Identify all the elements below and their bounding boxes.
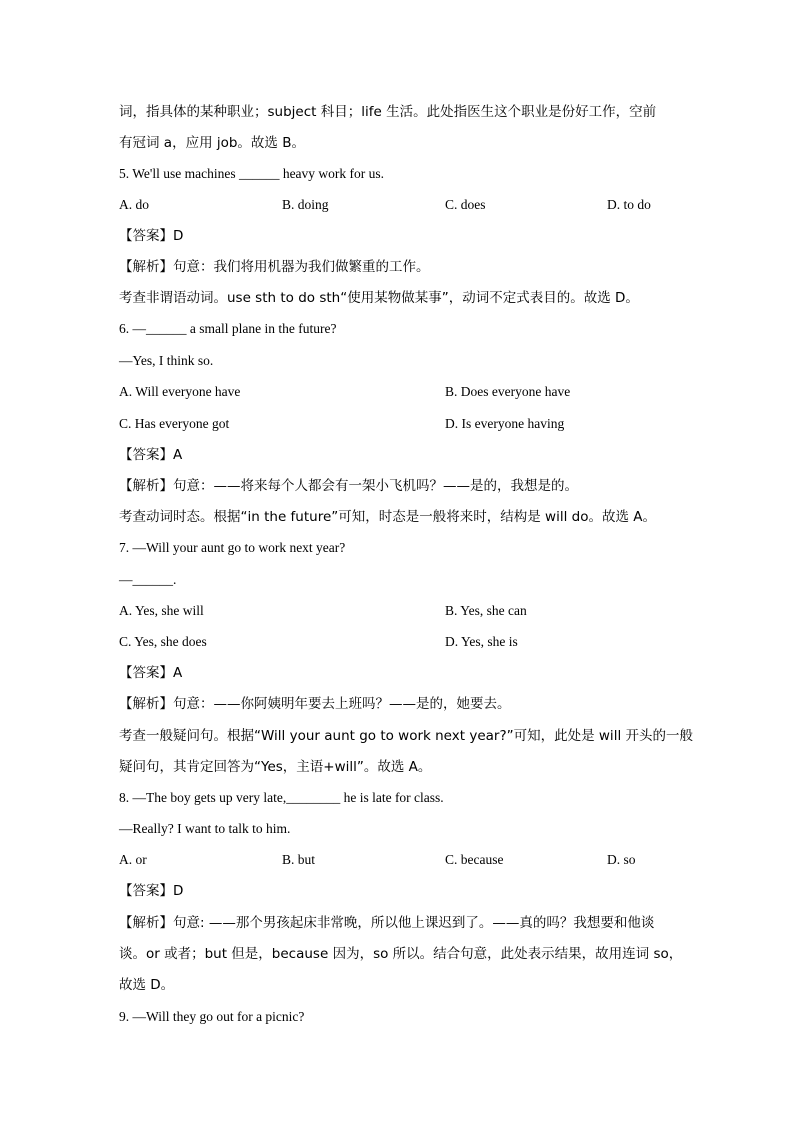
q6-option-d: D. Is everyone having: [445, 416, 565, 431]
q8-analysis-3: 故选 D。: [119, 977, 175, 993]
q6-stem: 6. —______ a small plane in the future?: [119, 321, 337, 336]
q7-option-a: A. Yes, she will: [119, 603, 204, 618]
q5-answer: 【答案】D: [119, 228, 184, 244]
q8-option-d: D. so: [607, 852, 636, 867]
q5-option-d: D. to do: [607, 197, 651, 212]
q5-stem: 5. We'll use machines ______ heavy work for us.: [119, 166, 385, 181]
q7-option-c: C. Yes, she does: [119, 634, 207, 649]
intro-line-2: 有冠词 a，应用 job。故选 B。: [119, 135, 305, 151]
q6-option-c: C. Has everyone got: [119, 416, 230, 431]
q7-answer: 【答案】A: [119, 665, 183, 681]
q8-option-a: A. or: [119, 852, 147, 867]
q5-option-b: B. doing: [282, 197, 329, 212]
q6-analysis-1: 【解析】句意：——将来每个人都会有一架小飞机吗？——是的，我想是的。: [119, 478, 578, 494]
intro-line-1: 词，指具体的某种职业；subject 科目；life 生活。此处指医生这个职业是份好工作，空前: [119, 104, 657, 120]
q8-answer: 【答案】D: [119, 883, 184, 899]
q7-stem: 7. —Will your aunt go to work next year?: [119, 540, 346, 555]
q6-reply: —Yes, I think so.: [119, 353, 214, 368]
q7-option-d: D. Yes, she is: [445, 634, 518, 649]
q7-analysis-2: 考查一般疑问句。根据“Will your aunt go to work next year?”可知，此处是 will 开头的一般: [119, 728, 693, 744]
q8-analysis-2: 谈。or 或者；but 但是，because 因为，so 所以。结合句意，此处表示结果，故用连词 so，: [119, 946, 683, 962]
q6-option-a: A. Will everyone have: [119, 384, 241, 399]
q7-reply: —______.: [119, 572, 177, 587]
q8-analysis-1: 【解析】句意: ——那个男孩起床非常晚，所以他上课迟到了。——真的吗？我想要和他谈: [119, 915, 655, 931]
q8-reply: —Really? I want to talk to him.: [119, 821, 291, 836]
q6-answer: 【答案】A: [119, 447, 183, 463]
q6-analysis-2: 考查动词时态。根据“in the future”可知，时态是一般将来时，结构是 will do。故选 A。: [119, 509, 656, 525]
q5-option-a: A. do: [119, 197, 149, 212]
q5-analysis-2: 考查非谓语动词。use sth to do sth“使用某物做某事”，动词不定式表目的。故选 D。: [119, 290, 639, 306]
q7-analysis-1: 【解析】句意：——你阿姨明年要去上班吗？——是的，她要去。: [119, 696, 511, 712]
q5-option-c: C. does: [445, 197, 486, 212]
q8-option-c: C. because: [445, 852, 504, 867]
q9-stem: 9. —Will they go out for a picnic?: [119, 1009, 305, 1024]
q7-option-b: B. Yes, she can: [445, 603, 527, 618]
q8-option-b: B. but: [282, 852, 316, 867]
q5-analysis-1: 【解析】句意：我们将用机器为我们做繁重的工作。: [119, 259, 430, 275]
q7-analysis-3: 疑问句，其肯定回答为“Yes，主语+will”。故选 A。: [119, 759, 432, 775]
q6-option-b: B. Does everyone have: [445, 384, 571, 399]
q8-stem: 8. —The boy gets up very late,________ he is late for class.: [119, 790, 444, 805]
